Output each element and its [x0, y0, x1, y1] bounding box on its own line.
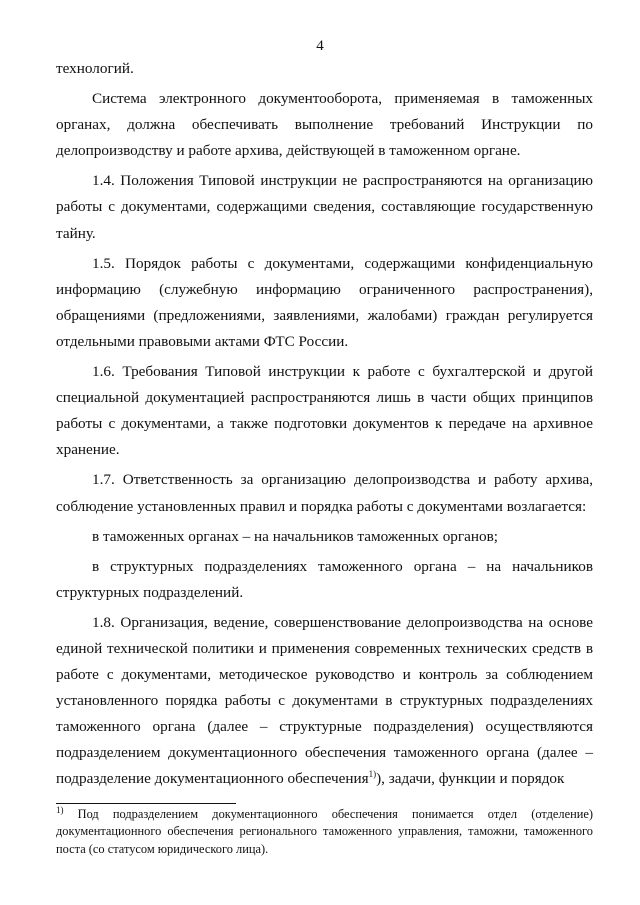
paragraph-1-8	[56, 610, 593, 793]
paragraph-1-8-text: 1.8. Организация, ведение, совершенствование делопроизводства на основе единой технической политики и применения современных технических средств в работе с документами, методическое руководство и контроль за соблюдением установленного порядка работы с документами в структурных подразделениях таможенного органа (далее – структурные подразделения) осуществляются подразделением документационного обеспечения таможенного органа (далее – подразделение документационного обеспечения	[56, 613, 593, 788]
footnote-reference: 1)	[368, 769, 377, 780]
footnote	[56, 806, 593, 858]
paragraph-1-4: 1.4. Положения Типовой инструкции не распространяются на организацию работы с документами, содержащими сведения, составляющие государственную тайну.	[56, 172, 593, 242]
paragraph-1-5: 1.5. Порядок работы с документами, содержащими конфиденциальную информацию (служебную информацию ограниченного распространения), обращениями (предложениями, заявлениями, жалобами) граждан регулируется отдельными правовыми актами ФТС России.	[56, 254, 593, 350]
paragraph-1-6: 1.6. Требования Типовой инструкции к работе с бухгалтерской и другой специальной документацией распространяются лишь в части общих принципов работы с документами, а также подготовки документов к передаче на архивное хранение.	[56, 363, 593, 459]
body-text	[56, 56, 593, 797]
paragraph-1-7-structural-units: в структурных подразделениях таможенного органа – на начальников структурных подразделений.	[56, 557, 593, 601]
paragraph-edo-system: Система электронного документооборота, применяемая в таможенных органах, должна обеспечивать выполнение требований Инструкции по делопроизводству и работе архива, действующей в таможенном органе.	[56, 90, 593, 160]
footnote-marker: 1)	[56, 804, 64, 815]
paragraph-1-7: 1.7. Ответственность за организацию делопроизводства и работу архива, соблюдение установленных правил и порядка работы с документами возлагается:	[56, 471, 593, 515]
footnote-text: Под подразделением документационного обеспечения понимается отдел (отделение) документационного обеспечения регионального таможенного управления, таможни, таможенного поста (со статусом юридического лица).	[56, 807, 593, 856]
page-number: 4	[316, 38, 324, 54]
footnote-divider	[56, 803, 236, 804]
paragraph-continuation: технологий.	[56, 60, 134, 77]
paragraph-1-8-tail: ), задачи, функции и порядок	[376, 770, 565, 788]
paragraph-1-7-customs-bodies: в таможенных органах – на начальников таможенных органов;	[92, 527, 498, 545]
